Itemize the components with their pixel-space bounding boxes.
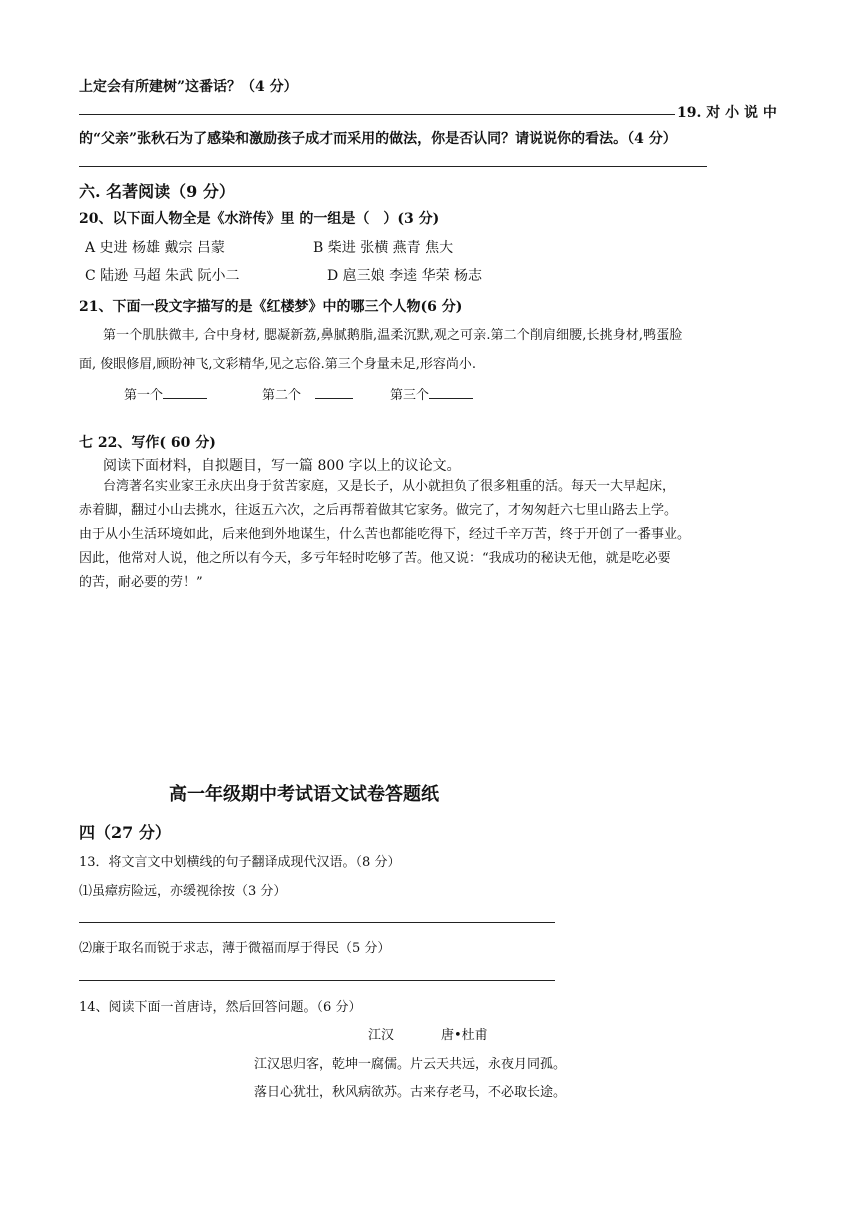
answer-blank[interactable]: [163, 384, 207, 399]
section6-title: 六. 名著阅读（9 分）: [79, 182, 235, 201]
q21-answer-first: [124, 384, 207, 403]
q19-prefix: 19. 对 小 说 中: [677, 105, 777, 121]
material-line: 台湾著名实业家王永庆出身于贫苦家庭，又是长子，从小就担负了很多粗重的活。每天一大早起床，: [103, 479, 676, 494]
q18-tail: 上定会有所建树”这番话？（4 分）: [79, 79, 298, 95]
q14-question: 14、阅读下面一首唐诗，然后回答问题。（6 分）: [79, 1000, 362, 1015]
q21-answer-third: [390, 384, 473, 403]
writing-instruction: 阅读下面材料，自拟题目，写一篇 800 字以上的议论文。: [103, 458, 461, 474]
poem-title: 江汉: [368, 1028, 395, 1043]
material-line: 因此，他常对人说，他之所以有今天，多亏年轻时吃够了苦。他又说：“我成功的秘诀无他，就是吃必要: [79, 551, 671, 566]
answer-line[interactable]: [79, 922, 555, 923]
section4-title: 四（27 分）: [79, 823, 171, 842]
answer-blank[interactable]: [429, 384, 473, 399]
q21-answer-second: [262, 384, 353, 403]
q21-second-label: 第二个: [262, 388, 302, 403]
answer-sheet-title: 高一年级期中考试语文试卷答题纸: [169, 784, 439, 805]
q21-passage-line2: 面, 俊眼修眉,顾盼神飞,文彩精华,见之忘俗.第三个身量未足,形容尚小.: [79, 357, 477, 372]
q20-option-d: D 扈三娘 李逵 华荣 杨志: [327, 268, 483, 284]
poem-author: 唐•杜甫: [441, 1028, 488, 1043]
q13-part1: ⑴虽瘴疠险远，亦缓视徐按（3 分）: [79, 884, 287, 899]
q21-first-label: 第一个: [124, 388, 164, 403]
answer-line[interactable]: [79, 980, 555, 981]
q20-question: 20、以下面人物全是《水浒传》里 的一组是（ ）(3 分): [79, 211, 440, 227]
q13-question: 13．将文言文中划横线的句子翻译成现代汉语。（8 分）: [79, 855, 401, 870]
answer-line: [79, 114, 675, 115]
poem-line1: 江汉思归客，乾坤一腐儒。片云天共远，永夜月同孤。: [254, 1057, 567, 1072]
answer-line: [79, 166, 707, 167]
poem-line2: 落日心犹壮，秋风病欲苏。古来存老马，不必取长途。: [254, 1085, 567, 1100]
q19-text: 的“父亲”张秋石为了感染和激励孩子成才而采用的做法，你是否认同？请说说你的看法。（4 分）: [79, 131, 677, 147]
q20-option-b: B 柴进 张横 燕青 焦大: [313, 240, 454, 256]
q20-option-a: A 史进 杨雄 戴宗 吕蒙: [85, 240, 225, 256]
q21-third-label: 第三个: [390, 388, 430, 403]
section7-title: 七 22、写作( 60 分): [79, 435, 216, 451]
q20-option-c: C 陆逊 马超 朱武 阮小二: [85, 268, 240, 284]
answer-blank[interactable]: [315, 384, 353, 399]
q21-question: 21、下面一段文字描写的是《红楼梦》中的哪三个人物(6 分): [79, 299, 463, 315]
material-line: 赤着脚，翻过小山去挑水，往返五六次，之后再帮着做其它家务。做完了，才匆匆赶六七里山路去上学。: [79, 503, 678, 518]
q13-part2: ⑵廉于取名而锐于求志，薄于微福而厚于得民（5 分）: [79, 941, 391, 956]
material-line: 的苦，耐必要的劳！”: [79, 575, 203, 590]
material-line: 由于从小生活环境如此，后来他到外地谋生，什么苦也都能吃得下，经过千辛万苦，终于开创了一番事业。: [79, 527, 691, 542]
q21-passage-line1: 第一个肌肤微丰, 合中身材, 腮凝新荔,鼻腻鹅脂,温柔沉默,观之可亲.第二个削肩细腰,长挑身材,鸭蛋脸: [103, 328, 683, 343]
